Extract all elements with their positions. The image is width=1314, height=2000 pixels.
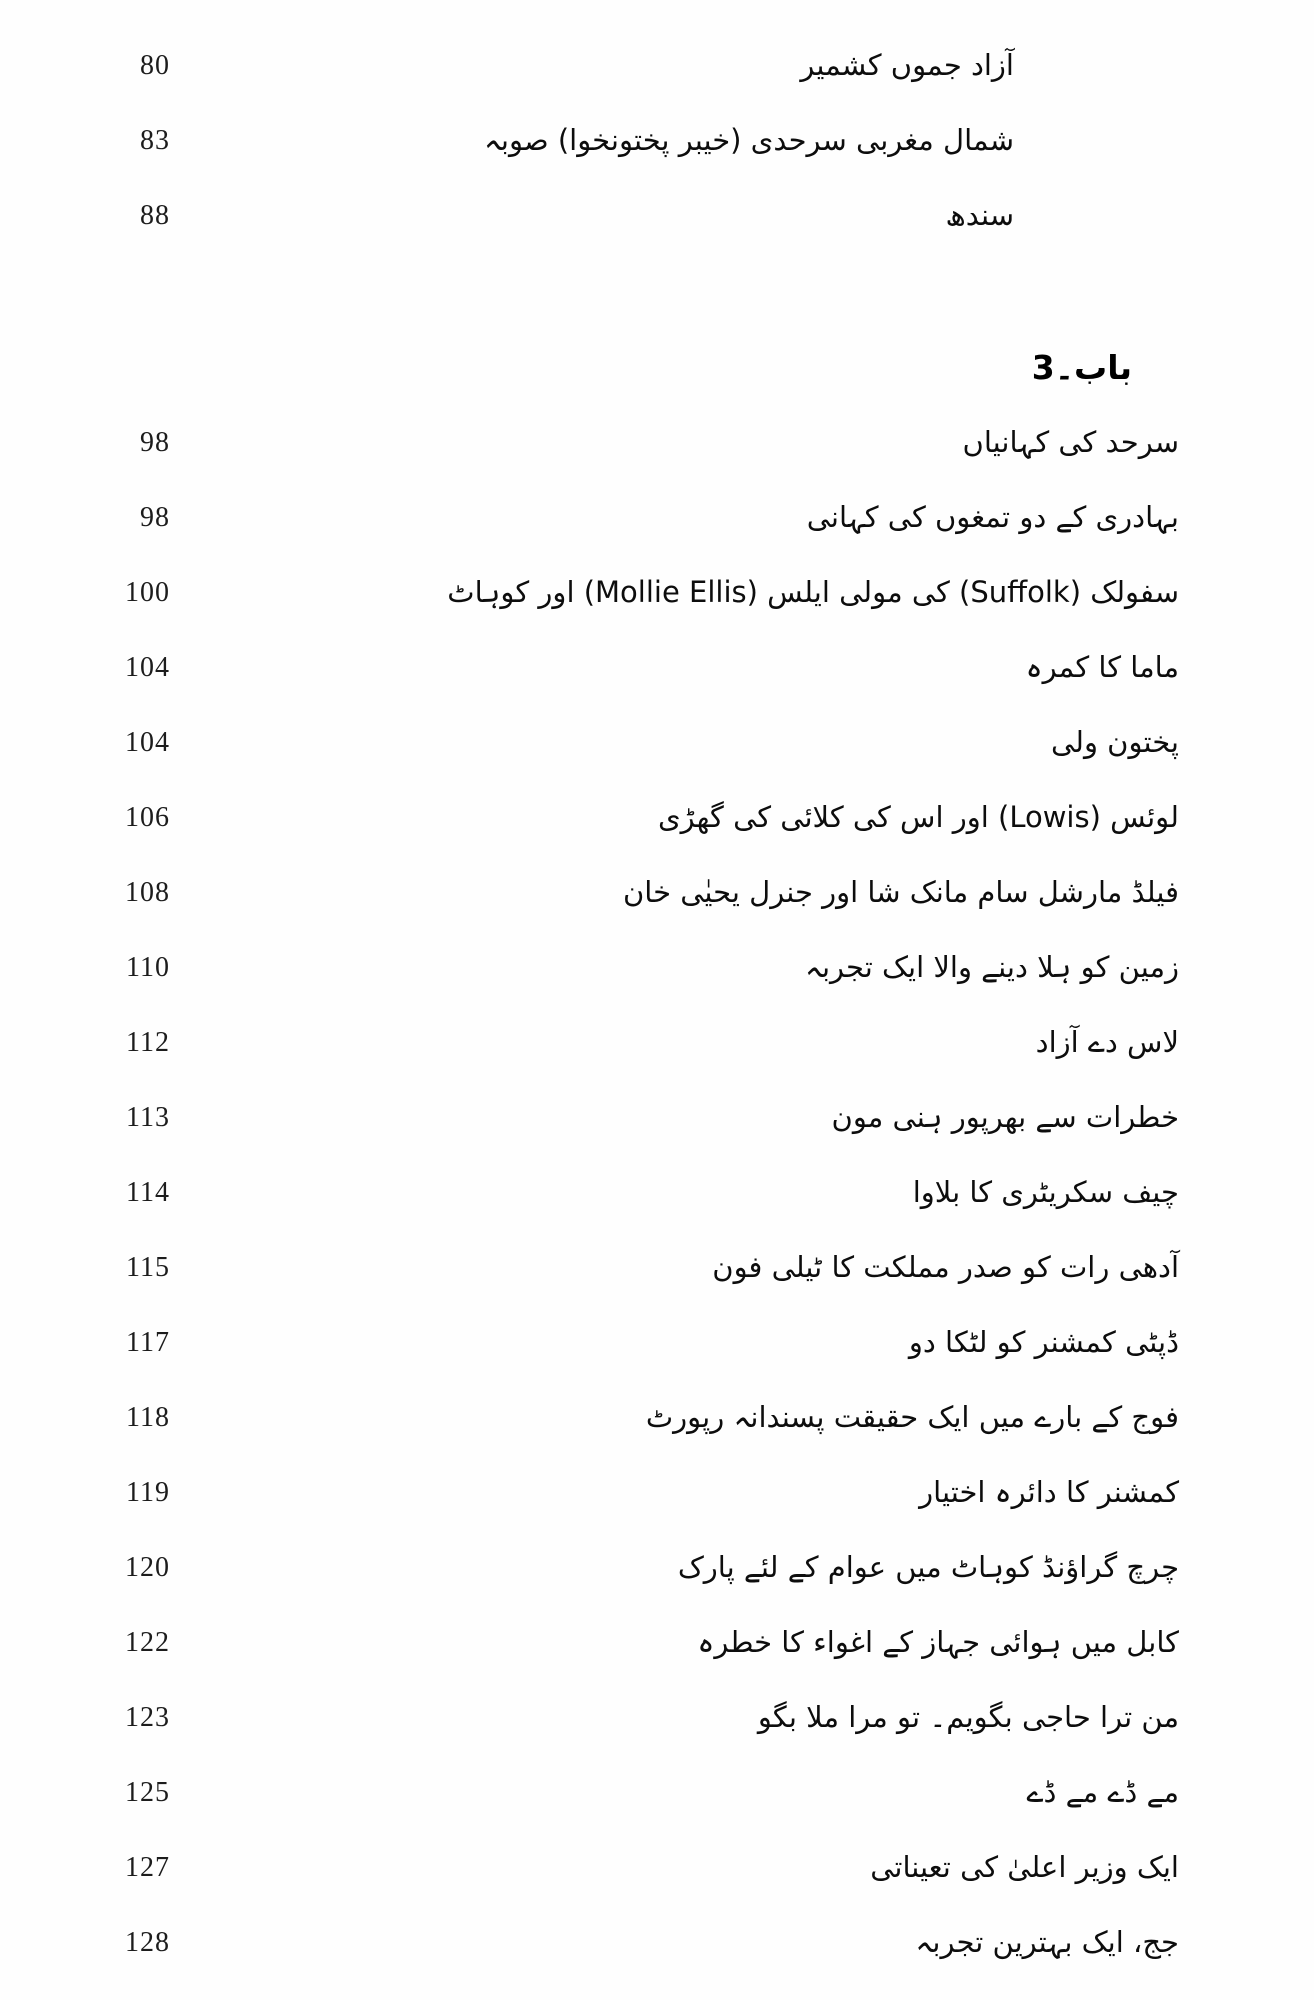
entry-title: من ترا حاجی بگویم۔ تو مرا ملا بگو	[757, 1700, 1179, 1735]
page-number: 113	[126, 1101, 170, 1133]
page-number: 127	[125, 1851, 170, 1883]
toc-entry-row	[0, 1155, 1314, 1230]
chapter-heading-row	[0, 330, 1314, 405]
toc-entry-row	[0, 1005, 1314, 1080]
page-number: 106	[125, 801, 170, 833]
page-number: 80	[140, 49, 170, 81]
page-number: 104	[125, 726, 170, 758]
toc-entry-row	[0, 1905, 1314, 1980]
toc-entry-row	[0, 705, 1314, 780]
toc-entry-row	[0, 1680, 1314, 1755]
chapter-heading: باب۔3	[1031, 347, 1132, 387]
toc-entry-row	[0, 630, 1314, 705]
toc-entry-row	[0, 780, 1314, 855]
entry-title: ڈپٹی کمشنر کو لٹکا دو	[908, 1325, 1179, 1360]
entry-title: آزاد جموں کشمیر	[800, 48, 1014, 83]
toc-entry-row	[0, 1380, 1314, 1455]
toc-entry-row	[0, 405, 1314, 480]
toc-entry-row	[0, 103, 1314, 178]
page-number: 110	[126, 951, 170, 983]
page-number: 117	[126, 1326, 170, 1358]
toc-entry-row	[0, 930, 1314, 1005]
entry-title: کابل میں ہوائی جہاز کے اغواء کا خطرہ	[697, 1625, 1179, 1660]
page-number: 123	[125, 1701, 170, 1733]
page-number: 112	[126, 1026, 170, 1058]
page-number: 118	[126, 1401, 170, 1433]
page-number: 120	[125, 1551, 170, 1583]
entry-title: شمال مغربی سرحدی (خیبر پختونخوا) صوبہ	[483, 123, 1014, 158]
toc-entry-row	[0, 1530, 1314, 1605]
toc-entry-row	[0, 1080, 1314, 1155]
page-number: 98	[140, 501, 170, 533]
toc-entry-row	[0, 1305, 1314, 1380]
page-number: 115	[126, 1251, 170, 1283]
toc-entry-row	[0, 1830, 1314, 1905]
toc-entry-row	[0, 555, 1314, 630]
toc-entry-row	[0, 28, 1314, 103]
entry-title: چیف سکریٹری کا بلاوا	[912, 1175, 1179, 1210]
toc-entry-row	[0, 1605, 1314, 1680]
entry-title: سرحد کی کہانیاں	[962, 425, 1179, 460]
entry-title: سندھ	[945, 198, 1014, 233]
entry-title: جج، ایک بہترین تجربہ	[915, 1925, 1179, 1960]
entry-title: مے ڈے مے ڈے	[1026, 1775, 1179, 1810]
page-number: 128	[125, 1926, 170, 1958]
page-number: 114	[126, 1176, 170, 1208]
entry-title: خطرات سے بھرپور ہنی مون	[831, 1100, 1179, 1135]
entry-title: ماما کا کمرہ	[1025, 650, 1179, 685]
entry-title: لوئس (Lowis) اور اس کی کلائی کی گھڑی	[657, 800, 1179, 835]
toc-entry-row	[0, 1755, 1314, 1830]
page-number: 125	[125, 1776, 170, 1808]
entry-title: فیلڈ مارشل سام مانک شا اور جنرل یحیٰی خان	[622, 875, 1179, 910]
toc-entry-row	[0, 480, 1314, 555]
entry-title: پختون ولی	[1050, 725, 1179, 760]
toc-entry-row	[0, 178, 1314, 253]
entry-title: بہادری کے دو تمغوں کی کہانی	[806, 500, 1179, 535]
entry-title: لاس دے آزاد	[1035, 1025, 1179, 1060]
entry-title: چرچ گراؤنڈ کوہاٹ میں عوام کے لئے پارک	[677, 1550, 1179, 1585]
toc-entry-row	[0, 1455, 1314, 1530]
page-number: 100	[125, 576, 170, 608]
page-number: 108	[125, 876, 170, 908]
page-number: 122	[125, 1626, 170, 1658]
entry-title: ایک وزیر اعلیٰ کی تعیناتی	[870, 1850, 1179, 1885]
page-number: 83	[140, 124, 170, 156]
entry-title: سفولک (Suffolk) کی مولی ایلس (Mollie Ellis) اور کوہاٹ	[447, 575, 1179, 610]
entry-title: زمین کو ہلا دینے والا ایک تجربہ	[804, 950, 1179, 985]
section-gap	[0, 253, 1314, 330]
toc-entry-row	[0, 855, 1314, 930]
page-number: 98	[140, 426, 170, 458]
toc-entry-row	[0, 1230, 1314, 1305]
entry-title: کمشنر کا دائرہ اختیار	[919, 1475, 1179, 1510]
page-number: 88	[140, 199, 170, 231]
entry-title: فوج کے بارے میں ایک حقیقت پسندانہ رپورٹ	[645, 1400, 1179, 1435]
page-number: 119	[126, 1476, 170, 1508]
entry-title: آدھی رات کو صدر مملکت کا ٹیلی فون	[712, 1250, 1179, 1285]
page-number: 104	[125, 651, 170, 683]
